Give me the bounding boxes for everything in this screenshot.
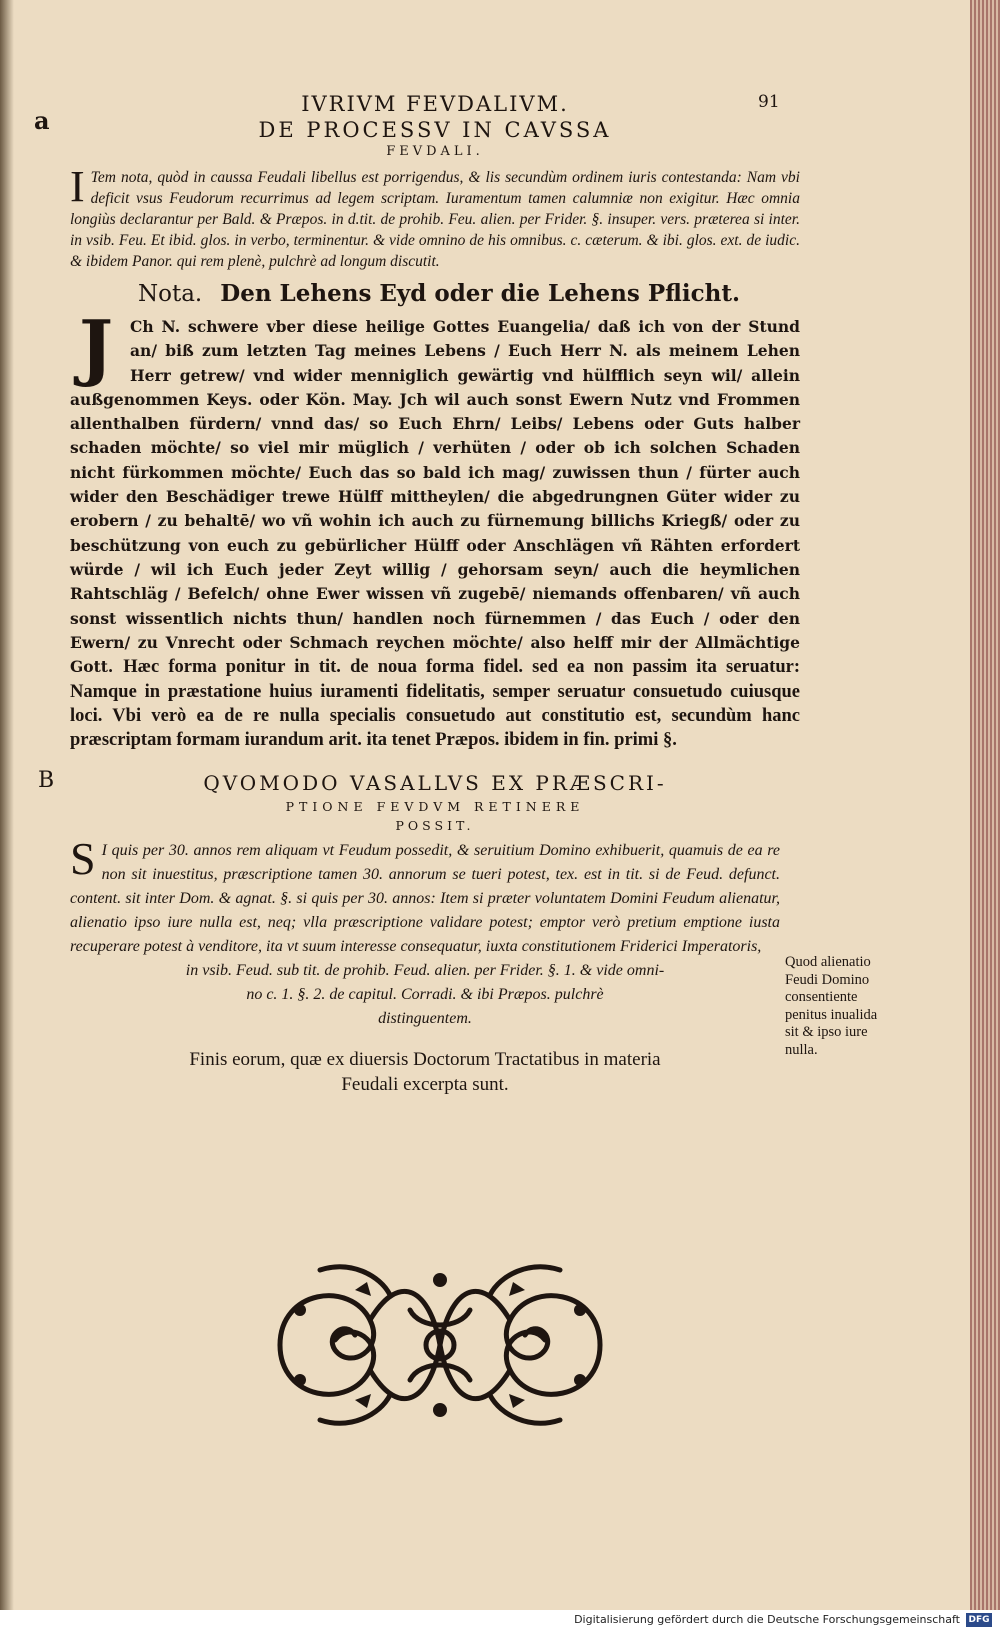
- drop-cap: S: [70, 832, 96, 884]
- paragraph-text: I quis per 30. annos rem aliquam vt Feudum possedit, & seruitium Domino exhibuerit, quamuis de ea re non sit inuestitus, præscriptione tamen 30. annorum se tueri potest, tex. est in tit. si de Feud. defunct. content. sit inter Dom. & agnat. §. si quis per 30. annos: Item si præter voluntatem Domini Feudum alienatur, alienatio ipso iure nulla est, neq; vlla præscriptione validare potest; emptor verò pretium emptione iusta recuperare potest à venditore, ita vt suum interesse consequatur, iuxta constitutionem Friderici Imperatoris,: [70, 841, 780, 955]
- quomodo-line-1: QVOMODO VASALLVS EX PRÆSCRI-: [203, 770, 667, 795]
- si-quis-tail-1: in vsib. Feud. sub tit. de prohib. Feud. alien. per Frider. §. 1. & vide omni-: [185, 961, 665, 979]
- oath-heading: Den Lehens Eyd oder die Lehens Pflicht.: [220, 280, 740, 307]
- finis-line-2: Feudali excerpta sunt.: [341, 1073, 509, 1095]
- drop-cap: I: [70, 162, 85, 211]
- funding-credit: Digitalisierung gefördert durch die Deutsche Forschungsgemeinschaft: [574, 1613, 960, 1626]
- latin-commentary: Hæc forma ponitur in tit. de noua forma fidel. sed ea non passim ita seruatur: Namque in præstatione huius iuramenti fidelitatis, semper seruatur consuetudo cuiusque loci. Vbi verò ea de re nulla specialis consuetudo aut constitutio est, secundùm hanc præscriptam formam iurandum arit. ita tenet Præpos. ibidem in fin. primi §.: [70, 657, 800, 751]
- nota-label: Nota.: [138, 281, 203, 307]
- page-stack-edge: [970, 0, 1000, 1610]
- oath-text: Ch N. schwere vber diese heilige Gottes Euangelia/ daß ich von der Stund an/ biß zum letzten Tag meines Lebens / Euch Herr N. als meinem Lehen Herr getrew/ vnd wider menniglich gewärtig vnd hülfflich seyn wil/ allein außgenommen Keys. oder Kön. May. Jch wil auch sonst Ewern Nutz vnd Frommen allenthalben fürdern/ vnnd das/ so Euch Ehrn/ Leibs/ Lebens oder Guts halber schaden möchte/ so viel mir müglich / verhüten / oder ob ich solchen Schaden nicht fürkommen möchte/ Euch das so bald ich mag/ zuwissen thun / fürter auch wider den Beschädiger trewe Hülff mittheylen/ die abgedrungnen Güter wider zu erobern / zu behaltē/ wo vñ wohin ich auch zu fürnemung billichs Kriegß/ oder zu beschützung von euch zu gebürlicher Hülff oder Anschlägen vñ Rähten erfordert würde / wil ich Euch jeder Zeyt willig / gehorsam seyn/ auch die heymlichen Rahtschläg / Befelch/ ohne Ewer wissen vñ zugebē/ niemands offenbaren/ vñ auch sonst wissentlich nichts thun/ handlen noch fürnemmen / das Euch / oder den Ewern/ zu Vnrecht oder Schmach reychen möchte/ also helff mir der Allmächtige Gott.: [70, 317, 800, 677]
- drop-cap-large: J: [78, 304, 114, 389]
- quomodo-line-3: POSSIT.: [395, 817, 475, 833]
- paragraph-text: Tem nota, quòd in caussa Feudali libellus est porrigendus, & lis secundùm ordinem iuris contestanda: Nam vbi deficit vsus Feudorum recurrimus ad legem scriptam. Iuramentum tamen calumniæ non exigitur. Hæc omnia longiùs declarantur per Bald. & Præpos. in d.tit. de prohib. Feu. alien. per Frider. §. insuper. vers. præterea si inter. in vsib. Feu. Et ibid. glos. in verbo, terminentur. & vide omnino de his omnibus. c. cæterum. & ibi. glos. ext. de iudic. & ibidem Panor. qui rem plenè, pulchrè ad longum discutit.: [70, 169, 800, 270]
- page-gutter-shadow: [0, 0, 14, 1610]
- oath-text-block: [70, 304, 800, 753]
- running-title: IVRIVM FEVDALIVM.: [301, 92, 569, 116]
- dfg-logo-icon: DFG: [966, 1613, 992, 1627]
- finis-line-1: Finis eorum, quæ ex diuersis Doctorum Tractatibus in materia: [189, 1048, 661, 1070]
- finis-colophon: [70, 1047, 780, 1097]
- quomodo-heading: [70, 771, 800, 833]
- quomodo-line-2: PTIONE FEVDVM RETINERE: [285, 798, 585, 814]
- si-quis-tail-2: no c. 1. §. 2. de capitul. Corradi. & ibi Præpos. pulchrè: [246, 985, 604, 1003]
- si-quis-tail-3: distinguentem.: [378, 1009, 472, 1027]
- signature-mark: a: [34, 106, 50, 135]
- folio-number: 91: [758, 92, 780, 112]
- marginal-note: Quod alienatio Feudi Domino consentiente penitus inualida sit & ipso iure nulla.: [785, 954, 878, 1058]
- margin-mark: B: [38, 768, 55, 793]
- nota-heading-row: [70, 280, 800, 307]
- paragraph-item-nota: [70, 162, 800, 272]
- si-quis-paragraph: [70, 832, 780, 959]
- section-title-continued: FEVDALI.: [386, 144, 484, 159]
- page-content: [70, 88, 800, 1097]
- woodcut-ornament-icon: [260, 1250, 620, 1440]
- section-title: DE PROCESSV IN CAVSSA: [258, 118, 612, 142]
